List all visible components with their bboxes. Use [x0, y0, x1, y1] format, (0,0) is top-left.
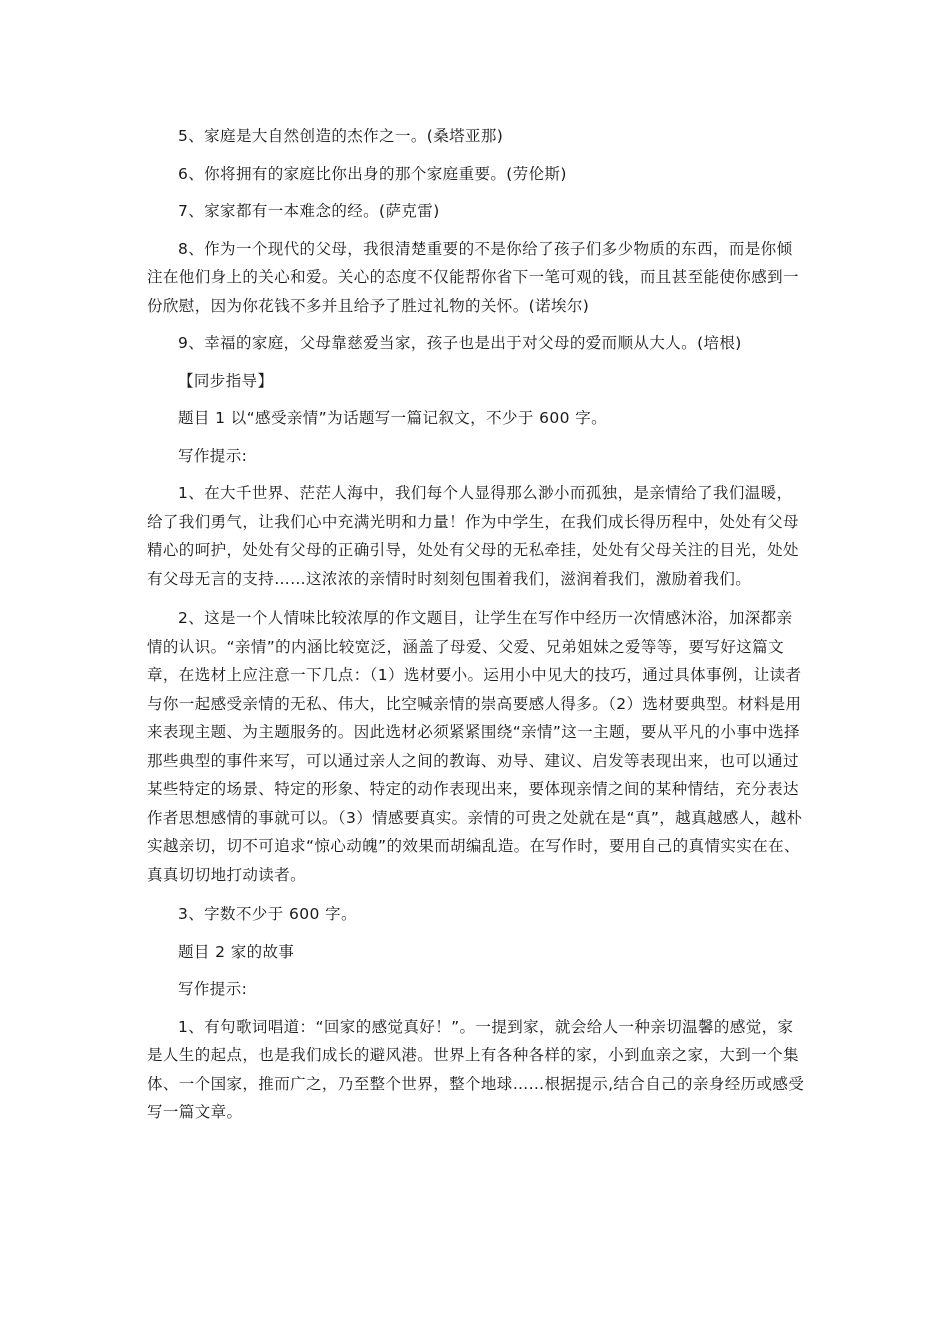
topic-1-tip-3: 3、字数不少于 600 字。	[178, 905, 357, 923]
topic-1-tip-1: 1、在大千世界、茫茫人海中，我们每个人显得那么渺小而孤独，是亲情给了我们温暖，给了我们勇气，让我们心中充满光明和力量！作为中学生，在我们成长得历程中，处处有父母精心的呵护，处处有父母的正确引导，处处有父母的无私牵挂，处处有父母关注的目光，处处有父母无言的支持……这浓浓的亲情时时刻刻包围着我们，滋润着我们，激励着我们。	[147, 484, 799, 588]
section-heading: 【同步指导】	[178, 371, 274, 390]
quote-5: 5、家庭是大自然创造的杰作之一。(桑塔亚那)	[178, 127, 504, 145]
quote-9: 9、幸福的家庭，父母靠慈爱当家，孩子也是出于对父母的爱而顺从大人。(培根)	[178, 334, 742, 352]
quote-6: 6、你将拥有的家庭比你出身的那个家庭重要。(劳伦斯)	[178, 164, 567, 183]
writing-tips-label-2: 写作提示:	[178, 980, 248, 998]
topic-2: 题目 2 家的故事	[178, 942, 295, 961]
quote-7: 7、家家都有一本难念的经。(萨克雷)	[178, 202, 440, 220]
topic-1: 题目 1 以“感受亲情”为话题写一篇记叙文，不少于 600 字。	[178, 409, 608, 427]
writing-tips-label-1: 写作提示:	[178, 446, 248, 465]
topic-1-tip-2: 2、这是一个人情味比较浓厚的作文题目，让学生在写作中经历一次情感沐浴，加深都亲情的认识。“亲情”的内涵比较宽泛，涵盖了母爱、父爱、兄弟姐妹之爱等等，要写好这篇文章，在选材上应注意一下几点：（1）选材要小。运用小中见大的技巧，通过具体事例，让读者与你一起感受亲情的无私、伟大，比空喊亲情的崇高要感人得多。（2）选材要典型。材料是用来表现主题、为主题服务的。因此选材必须紧紧围绕“亲情”这一主题，要从平凡的小事中选择那些典型的事件来写，可以通过亲人之间的教诲、劝导、建议、启发等表现出来，也可以通过某些特定的场景、特定的形象、特定的动作表现出来，要体现亲情之间的某种情结，充分表达作者思想感情的事就可以。（3）情感要真实。亲情的可贵之处就在是“真”，越真越感人，越朴实越亲切，切不可追求“惊心动魄”的效果而胡编乱造。在写作时，要用自己的真情实实在在、真真切切地打动读者。	[147, 609, 803, 884]
quote-8: 8、作为一个现代的父母，我很清楚重要的不是你给了孩子们多少物质的东西，而是你倾注在他们身上的关心和爱。关心的态度不仅能帮你省下一笔可观的钱，而且甚至能使你感到一份欣慰，因为你花钱不多并且给予了胜过礼物的关怀。(诺埃尔)	[147, 239, 799, 315]
topic-2-tip-1: 1、有句歌词唱道：“回家的感觉真好！”。一提到家，就会给人一种亲切温馨的感觉，家是人生的起点，也是我们成长的避风港。世界上有各种各样的家，小到血亲之家，大到一个集体、一个国家，推而广之，乃至整个世界，整个地球……根据提示,结合自己的亲身经历或感受写一篇文章。	[147, 1017, 805, 1121]
document-body	[147, 122, 805, 1127]
